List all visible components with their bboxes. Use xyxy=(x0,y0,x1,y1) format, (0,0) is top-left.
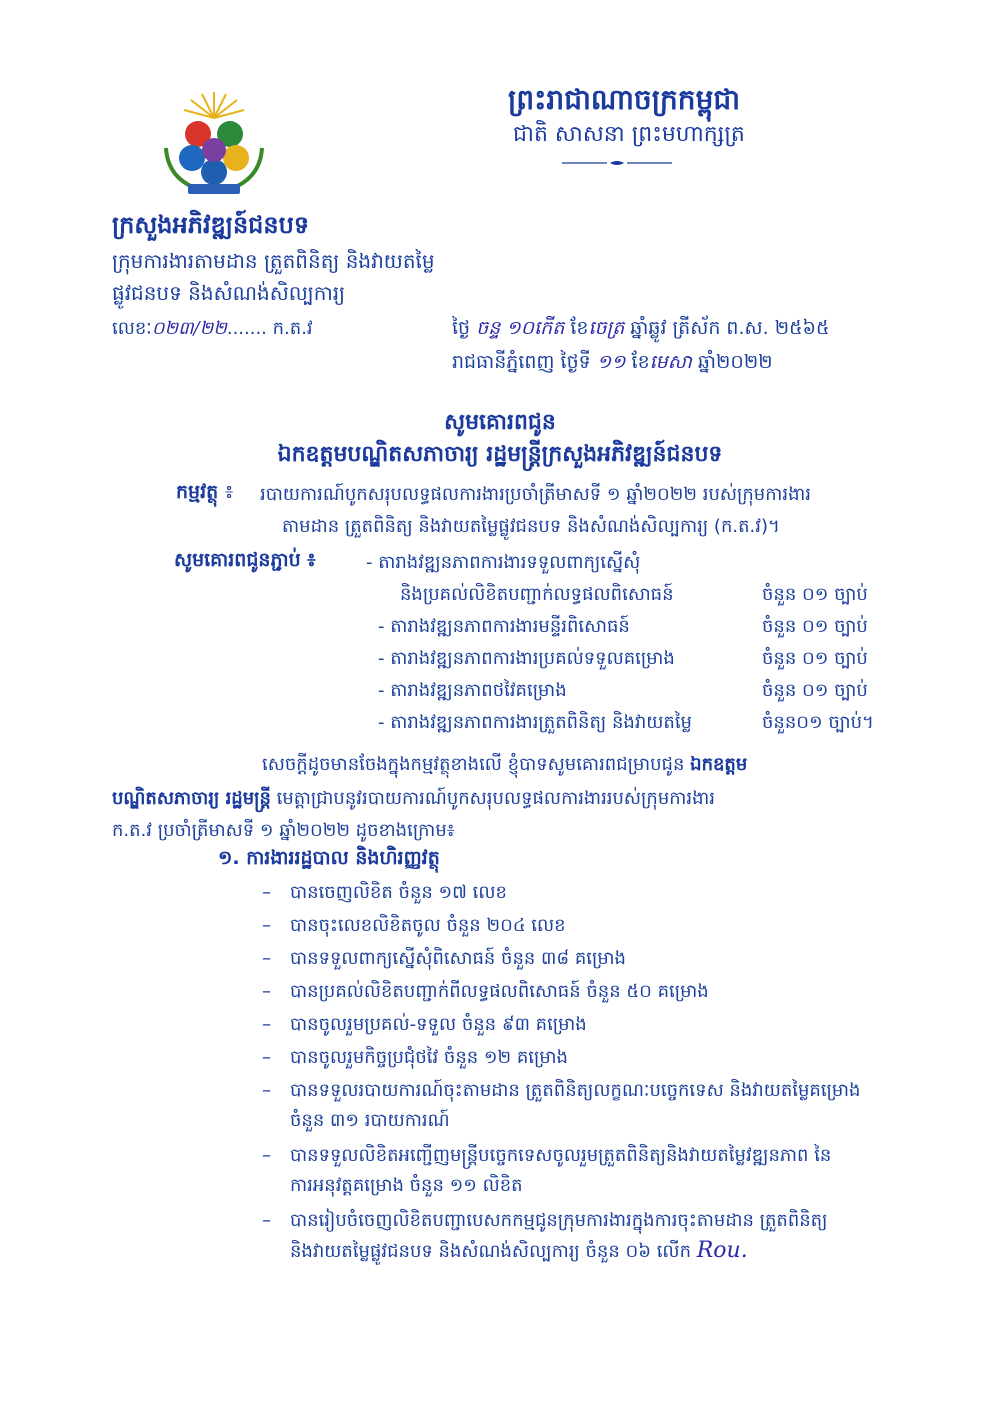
lunar-month-label: ខែ xyxy=(564,317,589,339)
list-item: – បានប្រគល់លិខិតបញ្ជាក់ពីលទ្ធផលពិសោធន៍ ចំនួន ៥០ គម្រោង xyxy=(262,981,709,1002)
national-motto: ជាតិ សាសនា ព្រះមហាក្សត្រ xyxy=(513,122,745,147)
list-item-text: បានចុះលេខលិខិតចូល ចំនួន ២០៤ លេខ xyxy=(290,915,566,936)
list-item-text: បានប្រគល់លិខិតបញ្ជាក់ពីលទ្ធផលពិសោធន៍ ចំនួន ៥០ គម្រោង xyxy=(290,981,709,1002)
solar-day-handwritten: ១១ xyxy=(596,351,626,373)
solar-month-handwritten: មេសា xyxy=(649,351,692,373)
attachment-count: ចំនួន ០១ ច្បាប់ xyxy=(762,680,868,701)
attachment-item: - តារាងវឌ្ឍនភាពការងារមន្ទីរពិសោធន៍ xyxy=(378,616,630,637)
attachment-item: - តារាងវឌ្ឍនភាពការងារត្រួតពិនិត្យ និងវាយតម្លៃ xyxy=(378,712,692,733)
list-item: – បានទទួលពាក្យស្នើសុំពិសោធន៍ ចំនួន ៣៨ គម្រោង xyxy=(262,948,626,969)
list-item-text: និងវាយតម្លៃផ្លូវជនបទ និងសំណង់សិល្បការ្យ ចំនួន ០៦ លើក xyxy=(290,1241,697,1262)
addressee: ឯកឧត្តមបណ្ឌិតសភាចារ្យ រដ្ឋមន្ត្រីក្រសួងអភិវឌ្ឍន៍ជនបទ xyxy=(277,442,723,467)
ministry-logo xyxy=(158,88,270,200)
subject-line1: របាយការណ៍បូកសរុបលទ្ធផលការងារប្រចាំត្រីមាសទី ១ ឆ្នាំ២០២២ របស់ក្រុមការងារ xyxy=(260,484,811,505)
list-item-text: បានទទួលលិខិតអញ្ជើញមន្ត្រីបច្ចេកទេសចូលរួមត្រួតពិនិត្យនិងវាយតម្លៃវឌ្ឍនភាព នៃ xyxy=(290,1145,832,1166)
lunar-year: ឆ្នាំឆ្លូវ ត្រីស័ក ព.ស. ២៥៦៥ xyxy=(624,317,830,339)
unit-name-line2: ផ្លូវជនបទ និងសំណង់សិល្បការ្យ xyxy=(112,281,346,305)
subject-line2: តាមដាន ត្រួតពិនិត្យ និងវាយតម្លៃផ្លូវជនបទ និងសំណង់សិល្បការ្យ (ក.ត.វ)។ xyxy=(282,516,780,537)
subject-colon: ៖ xyxy=(224,481,234,503)
body-bold-title: ឯកឧត្តម xyxy=(690,754,748,775)
list-item: – បានចូលរួមកិច្ចប្រជុំថវៃ ចំនួន ១២ គម្រោង xyxy=(262,1047,568,1068)
attachments-label: សូមគោរពជូនភ្ជាប់ ៖ xyxy=(174,549,316,571)
lunar-day-label: ថ្ងៃ xyxy=(452,317,477,339)
list-item-continuation xyxy=(290,1238,748,1266)
list-item-text: បានទទួលរបាយការណ៍ចុះតាមដាន ត្រួតពិនិត្យលក្ខណៈបច្ចេកទេស និងវាយតម្លៃគម្រោង xyxy=(290,1080,861,1101)
list-item-text: បានចូលរួមកិច្ចប្រជុំថវៃ ចំនួន ១២ គម្រោង xyxy=(290,1047,568,1068)
solar-prefix: រាជធានីភ្នំពេញ ថ្ងៃទី xyxy=(452,351,597,373)
solar-month-label: ខែ xyxy=(625,351,650,373)
body-paragraph-line3: ក.ត.វ ប្រចាំត្រីមាសទី ១ ឆ្នាំ២០២២ ដូចខាងក្រោម៖ xyxy=(112,820,455,841)
kingdom-title: ព្រះរាជាណាចក្រកម្ពុជា xyxy=(508,83,741,116)
lunar-month-handwritten: ចេត្រ xyxy=(588,317,625,339)
ref-handwritten: ០២៣/២២ xyxy=(151,318,227,339)
attachment-count: ចំនួន ០១ ច្បាប់ xyxy=(762,584,868,605)
ornament-divider xyxy=(562,160,672,166)
attachment-count: ចំនួន ០១ ច្បាប់ xyxy=(762,648,868,669)
body-text: មេត្តាជ្រាបនូវរបាយការណ៍បូកសរុបលទ្ធផលការងាររបស់ក្រុមការងារ xyxy=(270,788,715,809)
list-item-continuation: ចំនួន ៣១ របាយការណ៍ xyxy=(290,1110,450,1131)
body-paragraph-line1 xyxy=(262,752,747,779)
ref-label: លេខៈ xyxy=(112,318,152,339)
attachment-count: ចំនួន ០១ ច្បាប់ xyxy=(762,616,868,637)
body-text: សេចក្តីដូចមានចែងក្នុងកម្មវត្ថុខាងលើ ខ្ញុំបាទសូមគោរពជម្រាបជូន xyxy=(262,754,691,775)
attachment-item: និងប្រគល់លិខិតបញ្ជាក់លទ្ធផលពិសោធន៍ xyxy=(400,584,674,605)
attachment-item: - តារាងវឌ្ឍនភាពការងារប្រគល់ទទួលគម្រោង xyxy=(378,648,675,669)
attachment-count: ចំនួន០១ ច្បាប់។ xyxy=(762,712,874,733)
lunar-day-handwritten: ចន្ទ ១០កើត xyxy=(476,317,565,339)
solar-year: ឆ្នាំ២០២២ xyxy=(691,351,773,373)
list-item: – បានទទួលលិខិតអញ្ជើញមន្ត្រីបច្ចេកទេសចូលរួមត្រួតពិនិត្យនិងវាយតម្លៃវឌ្ឍនភាព នៃ xyxy=(262,1145,832,1166)
subject-label xyxy=(176,480,233,508)
unit-name-line1: ក្រុមការងារតាមដាន ត្រួតពិនិត្យ និងវាយតម្លៃ xyxy=(112,249,435,273)
list-item: – បានទទួលរបាយការណ៍ចុះតាមដាន ត្រួតពិនិត្យលក្ខណៈបច្ចេកទេស និងវាយតម្លៃគម្រោង xyxy=(262,1080,861,1101)
list-item-text: បានទទួលពាក្យស្នើសុំពិសោធន៍ ចំនួន ៣៨ គម្រោង xyxy=(290,948,626,969)
body-bold-title: បណ្ឌិតសភាចារ្យ រដ្ឋមន្ត្រី xyxy=(112,788,271,809)
handwritten-initials: Rou. xyxy=(696,1238,748,1263)
list-item-text: បានចូលរួមប្រគល់-ទទួល ចំនួន ៩៣ គម្រោង xyxy=(290,1014,587,1035)
solar-date xyxy=(452,350,773,378)
list-item-text: បានចេញលិខិត ចំនួន ១៧ លេខ xyxy=(290,882,507,903)
list-item: – បានចូលរួមប្រគល់-ទទួល ចំនួន ៩៣ គម្រោង xyxy=(262,1014,587,1035)
list-item-continuation: ការអនុវត្តគម្រោង ចំនួន ១១ លិខិត xyxy=(290,1175,523,1196)
body-paragraph-line2 xyxy=(112,786,715,813)
list-item-text: បានរៀបចំចេញលិខិតបញ្ជាបេសកកម្មជូនក្រុមការងារក្នុងការចុះតាមដាន ត្រួតពិនិត្យ xyxy=(290,1210,828,1231)
list-item: – បានរៀបចំចេញលិខិតបញ្ជាបេសកកម្មជូនក្រុមការងារក្នុងការចុះតាមដាន ត្រួតពិនិត្យ xyxy=(262,1210,828,1231)
ministry-name: ក្រសួងអភិវឌ្ឍន៍ជនបទ xyxy=(112,211,310,239)
section-title: ១. ការងាររដ្ឋបាល និងហិរញ្ញវត្ថុ xyxy=(218,847,440,869)
attachment-item: - តារាងវឌ្ឍនភាពថវៃគម្រោង xyxy=(378,680,567,701)
list-item: – បានចុះលេខលិខិតចូល ចំនួន ២០៤ លេខ xyxy=(262,915,566,936)
reference-number xyxy=(112,316,313,343)
lunar-date xyxy=(452,316,829,344)
ref-dots: ....... xyxy=(226,318,267,339)
list-item: – បានចេញលិខិត ចំនួន ១៧ លេខ xyxy=(262,882,507,903)
attachment-item: - តារាងវឌ្ឍនភាពការងារទទួលពាក្យស្នើសុំ xyxy=(366,552,641,573)
salutation: សូមគោរពជូន xyxy=(444,410,556,435)
subject-label-text: កម្មវត្ថុ xyxy=(176,481,219,503)
ref-suffix: ក.ត.វ xyxy=(266,318,313,339)
